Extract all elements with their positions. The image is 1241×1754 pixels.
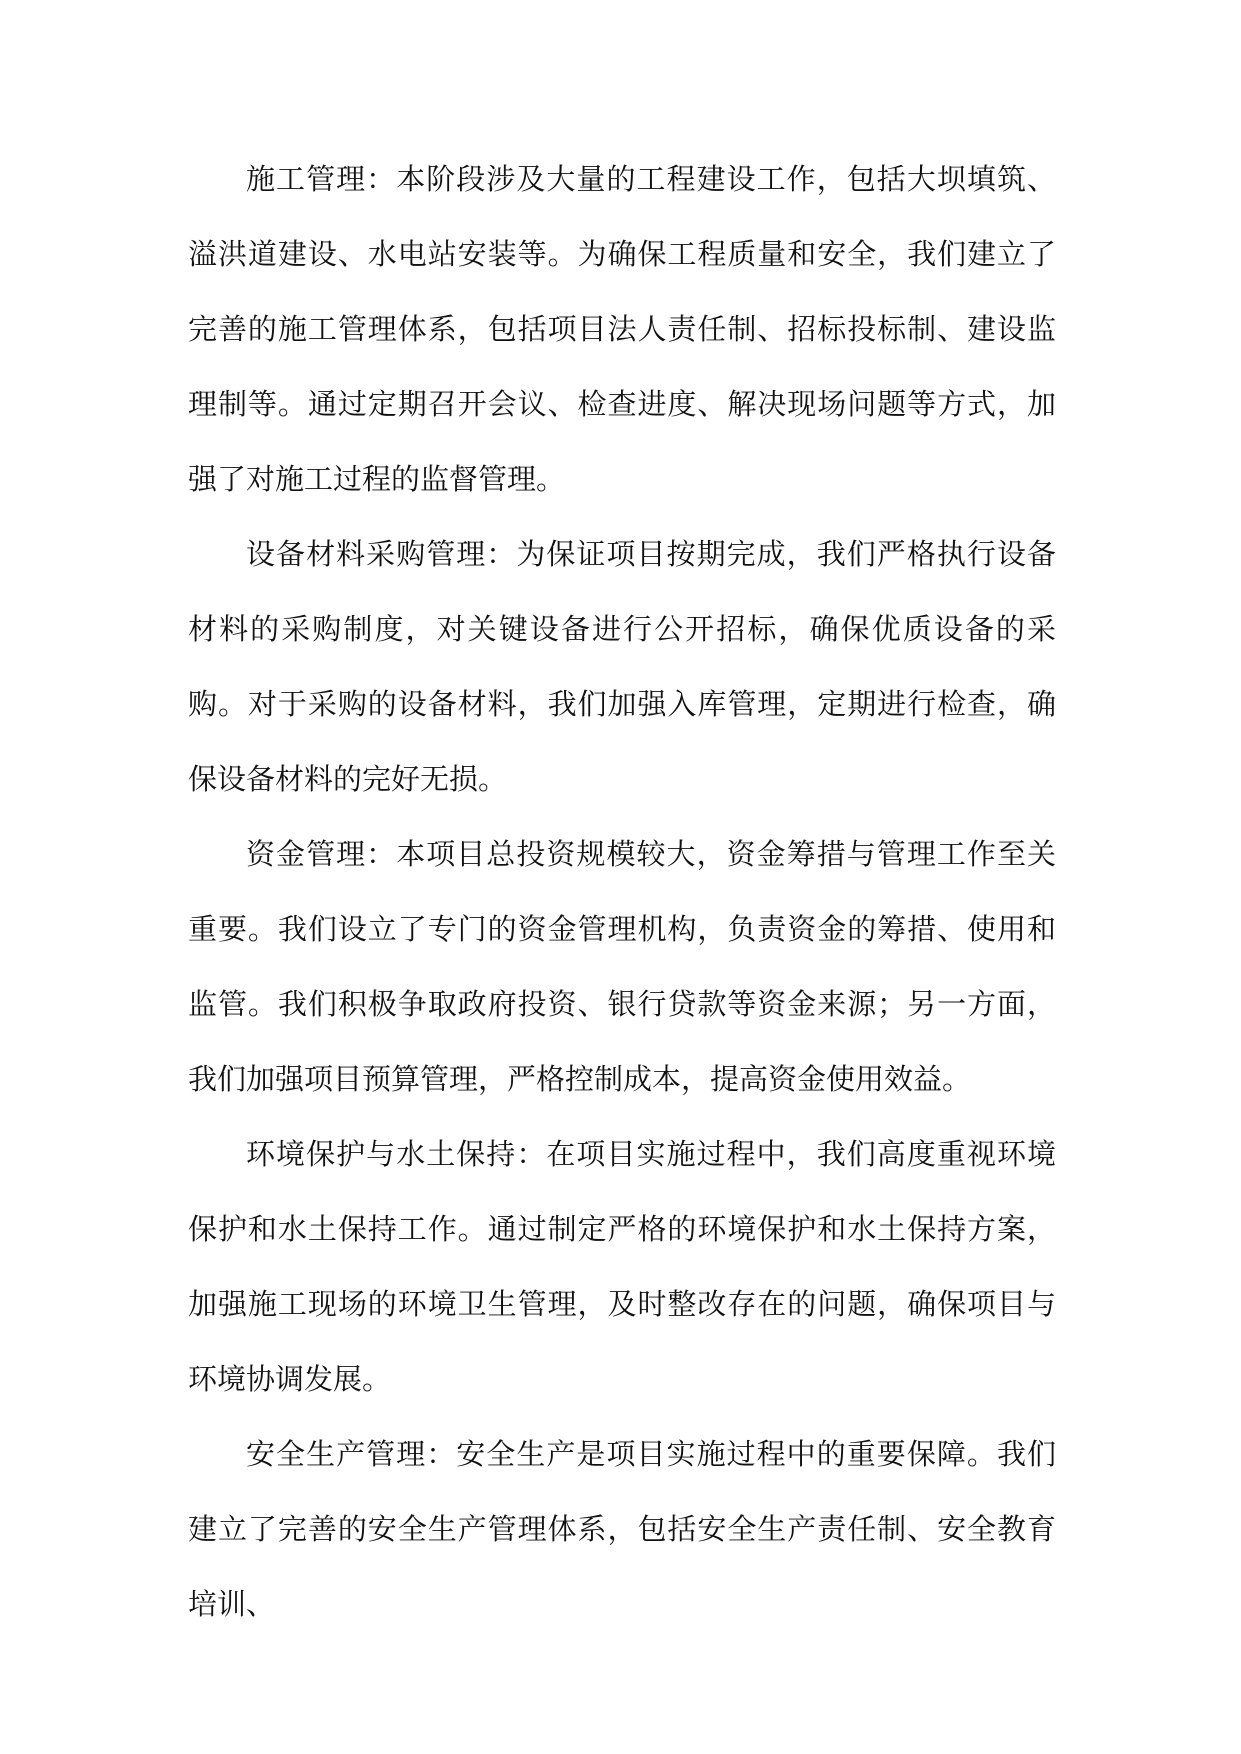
paragraph-safety-management: 安全生产管理：安全生产是项目实施过程中的重要保障。我们建立了完善的安全生产管理体系，包括安全生产责任制、安全教育培训、 — [188, 1437, 1056, 1621]
document-body — [188, 142, 1056, 1642]
paragraph-construction-management: 施工管理：本阶段涉及大量的工程建设工作，包括大坝填筑、溢洪道建设、水电站安装等。为确保工程质量和安全，我们建立了完善的施工管理体系，包括项目法人责任制、招标投标制、建设监理制等。通过定期召开会议、检查进度、解决现场问题等方式，加强了对施工过程的监督管理。 — [188, 162, 1056, 496]
paragraph-procurement-management: 设备材料采购管理：为保证项目按期完成，我们严格执行设备材料的采购制度，对关键设备进行公开招标，确保优质设备的采购。对于采购的设备材料，我们加强入库管理，定期进行检查，确保设备材料的完好无损。 — [188, 537, 1056, 796]
paragraph-fund-management: 资金管理：本项目总投资规模较大，资金筹措与管理工作至关重要。我们设立了专门的资金管理机构，负责资金的筹措、使用和监管。我们积极争取政府投资、银行贷款等资金来源；另一方面，我们加强项目预算管理，严格控制成本，提高资金使用效益。 — [188, 837, 1056, 1096]
paragraph-environmental-protection: 环境保护与水土保持：在项目实施过程中，我们高度重视环境保护和水土保持工作。通过制定严格的环境保护和水土保持方案，加强施工现场的环境卫生管理，及时整改存在的问题，确保项目与环境协调发展。 — [188, 1137, 1056, 1396]
